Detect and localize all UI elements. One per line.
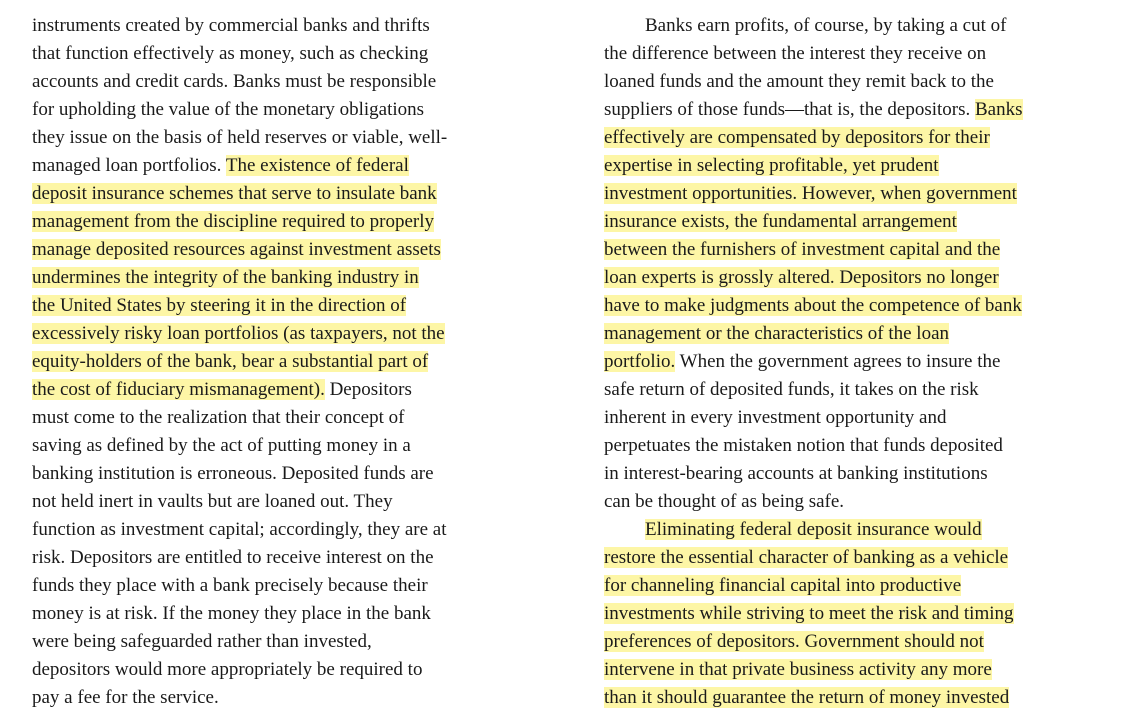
text-line [604,124,1104,152]
text-line [604,348,1104,376]
text-line [32,488,532,516]
text-line [604,600,1104,628]
text-line [604,404,1104,432]
text-line [604,152,1104,180]
text-line [604,40,1104,68]
text-line [32,572,532,600]
text-line [32,600,532,628]
text-line [32,96,532,124]
text-segment: safe return of deposited funds, it takes on the risk [604,379,979,400]
highlighted-text: preferences of depositors. Government should not [604,631,984,652]
text-line [32,320,532,348]
text-line [32,432,532,460]
text-line [604,96,1104,124]
text-line [32,264,532,292]
text-segment: accounts and credit cards. Banks must be responsible [32,71,437,92]
highlighted-text: undermines the integrity of the banking industry in [32,267,419,288]
text-line [32,404,532,432]
text-segment: money is at risk. If the money they place in the bank [32,603,431,624]
text-segment: can be thought of as being safe. [604,491,845,512]
text-segment: depositors would more appropriately be required to [32,659,423,680]
text-line [32,236,532,264]
highlighted-text: have to make judgments about the competence of bank [604,295,1022,316]
text-segment: in interest-bearing accounts at banking institutions [604,463,988,484]
text-segment: pay a fee for the service. [32,687,219,708]
text-line [604,544,1104,572]
highlighted-text: deposit insurance schemes that serve to insulate bank [32,183,437,204]
highlighted-text: intervene in that private business activity any more [604,659,992,680]
text-line [604,292,1104,320]
text-line [604,684,1104,712]
highlighted-text: manage deposited resources against investment assets [32,239,441,260]
text-segment: they issue on the basis of held reserves or viable, well- [32,127,448,148]
highlighted-text: between the furnishers of investment capital and the [604,239,1001,260]
highlighted-text: investments while striving to meet the risk and timing [604,603,1014,624]
text-segment: funds they place with a bank precisely because their [32,575,428,596]
text-segment: When the government agrees to insure the [675,351,1001,372]
highlighted-text: The existence of federal [225,155,409,176]
left-column [32,12,532,712]
text-line [604,236,1104,264]
text-line [604,376,1104,404]
highlighted-text: for channeling financial capital into productive [604,575,962,596]
text-line [604,320,1104,348]
highlighted-text: portfolio. [604,351,676,372]
text-line [32,180,532,208]
text-line [604,208,1104,236]
text-line [604,656,1104,684]
text-segment: function as investment capital; accordingly, they are at [32,519,447,540]
text-line [32,684,532,712]
text-segment: banking institution is erroneous. Deposited funds are [32,463,434,484]
text-segment: perpetuates the mistaken notion that funds deposited [604,435,1003,456]
text-segment: inherent in every investment opportunity and [604,407,947,428]
text-segment: must come to the realization that their concept of [32,407,405,428]
text-line [604,68,1104,96]
text-segment: Depositors [324,379,412,400]
text-segment: risk. Depositors are entitled to receive interest on the [32,547,434,568]
text-line [32,152,532,180]
highlighted-text: Banks [975,99,1023,120]
text-segment: loaned funds and the amount they remit back to the [604,71,994,92]
text-line [32,40,532,68]
text-line [604,488,1104,516]
text-segment: were being safeguarded rather than invested, [32,631,372,652]
text-segment: for upholding the value of the monetary obligations [32,99,425,120]
text-line [32,348,532,376]
text-line [32,460,532,488]
text-line [32,516,532,544]
highlighted-text: than it should guarantee the return of money invested [604,687,1010,708]
text-segment: suppliers of those funds—that is, the depositors. [604,99,975,120]
text-line [32,124,532,152]
text-segment: managed loan portfolios. [32,155,226,176]
text-segment: not held inert in vaults but are loaned out. They [32,491,393,512]
highlighted-text: investment opportunities. However, when government [604,183,1017,204]
text-line [604,264,1104,292]
highlighted-text: excessively risky loan portfolios (as taxpayers, not the [32,323,445,344]
highlighted-text: Eliminating federal deposit insurance would [645,519,982,540]
text-line [604,432,1104,460]
text-line [32,656,532,684]
right-column [604,12,1104,712]
text-line [32,208,532,236]
highlighted-text: the cost of fiduciary mismanagement). [32,379,325,400]
highlighted-text: insurance exists, the fundamental arrangement [604,211,957,232]
text-line [604,572,1104,600]
highlighted-text: management or the characteristics of the loan [604,323,950,344]
text-line [604,460,1104,488]
highlighted-text: loan experts is grossly altered. Depositors no longer [604,267,999,288]
highlighted-text: restore the essential character of banking as a vehicle [604,547,1009,568]
text-segment: instruments created by commercial banks and thrifts [32,15,430,36]
text-line [32,628,532,656]
highlighted-text: effectively are compensated by depositors for their [604,127,990,148]
text-segment: that function effectively as money, such as checking [32,43,429,64]
text-line [604,180,1104,208]
text-line [604,516,1104,544]
text-line [604,12,1104,40]
text-line [32,544,532,572]
highlighted-text: equity-holders of the bank, bear a substantial part of [32,351,429,372]
text-line [32,12,532,40]
text-line [32,68,532,96]
text-segment: Banks earn profits, of course, by taking a cut of [645,15,1007,36]
text-line [32,292,532,320]
highlighted-text: expertise in selecting profitable, yet prudent [604,155,939,176]
text-line [32,376,532,404]
text-segment: the difference between the interest they receive on [604,43,987,64]
text-segment: saving as defined by the act of putting money in a [32,435,411,456]
highlighted-text: the United States by steering it in the direction of [32,295,407,316]
text-line [604,628,1104,656]
highlighted-text: management from the discipline required to properly [32,211,435,232]
